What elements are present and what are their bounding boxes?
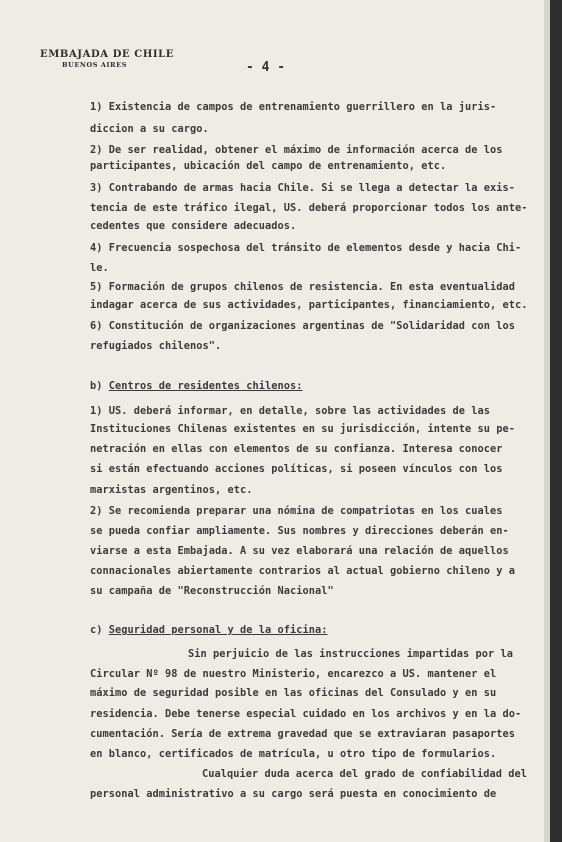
body-line: netración en ellas con elementos de su confianza. Interesa conocer <box>90 443 503 455</box>
body-line: 1) Existencia de campos de entrenamiento guerrillero en la juris- <box>90 101 497 113</box>
body-line: personal administrativo a su cargo será puesta en conocimiento de <box>90 788 497 800</box>
body-line: su campaña de "Reconstrucción Nacional" <box>90 585 334 597</box>
body-line: Instituciones Chilenas existentes en su jurisdicción, intente su pe- <box>90 423 515 435</box>
body-line: marxistas argentinos, etc. <box>90 484 253 496</box>
body-line: 3) Contrabando de armas hacia Chile. Si se llega a detectar la exis- <box>90 182 515 194</box>
body-line: Circular Nº 98 de nuestro Ministerio, encarezco a US. mantener el <box>90 668 497 680</box>
body-line: residencia. Debe tenerse especial cuidado en los archivos y en la do- <box>90 708 522 720</box>
section-heading-c: c) Seguridad personal y de la oficina: <box>90 624 328 636</box>
body-line: en blanco, certificados de matrícula, u otro tipo de formularios. <box>90 748 497 760</box>
body-line: 2) De ser realidad, obtener el máximo de información acerca de los <box>90 144 503 156</box>
body-line: se pueda confiar ampliamente. Sus nombres y direcciones deberán en- <box>90 525 509 537</box>
section-heading-b-text: Centros de residentes chilenos: <box>108 380 303 392</box>
body-line: indagar acerca de sus actividades, participantes, financiamiento, etc. <box>90 299 528 311</box>
body-line: 4) Frecuencia sospechosa del tránsito de elementos desde y hacia Chi- <box>90 242 522 254</box>
section-heading-b: b) Centros de residentes chilenos: <box>90 380 303 392</box>
body-line: 2) Se recomienda preparar una nómina de compatriotas en los cuales <box>90 505 503 517</box>
letterhead-city: BUENOS AIRES <box>62 61 128 69</box>
body-line: participantes, ubicación del campo de entrenamiento, etc. <box>90 160 447 172</box>
body-line: viarse a esta Embajada. A su vez elaborará una relación de aquellos <box>90 545 509 557</box>
body-line: 6) Constitución de organizaciones argentinas de "Solidaridad con los <box>90 320 515 332</box>
body-line: connacionales abiertamente contrarios al actual gobierno chileno y a <box>90 565 515 577</box>
page-number: - 4 - <box>246 60 286 75</box>
body-line: diccion a su cargo. <box>90 123 209 135</box>
body-line: 1) US. deberá informar, en detalle, sobre las actividades de las <box>90 405 490 417</box>
body-line: Sin perjuicio de las instrucciones impartidas por la <box>188 648 513 660</box>
letterhead-embassy: EMBAJADA DE CHILE <box>40 49 175 60</box>
body-line: si están efectuando acciones políticas, si poseen vínculos con los <box>90 463 503 475</box>
body-line: tencia de este tráfico ilegal, US. deberá proporcionar todos los ante- <box>90 202 528 214</box>
body-line: le. <box>90 262 109 274</box>
body-line: cedentes que considere adecuados. <box>90 220 297 232</box>
body-line: 5) Formación de grupos chilenos de resistencia. En esta eventualidad <box>90 281 515 293</box>
body-line: máximo de seguridad posible en las oficinas del Consulado y en su <box>90 687 497 699</box>
letterhead <box>40 49 174 69</box>
scan-edge <box>550 0 562 842</box>
section-heading-c-text: Seguridad personal y de la oficina: <box>108 624 328 636</box>
body-line: cumentación. Sería de extrema gravedad que se extraviaran pasaportes <box>90 728 515 740</box>
body-line: Cualquier duda acerca del grado de confiabilidad del <box>202 768 527 780</box>
body-line: refugiados chilenos". <box>90 340 222 352</box>
